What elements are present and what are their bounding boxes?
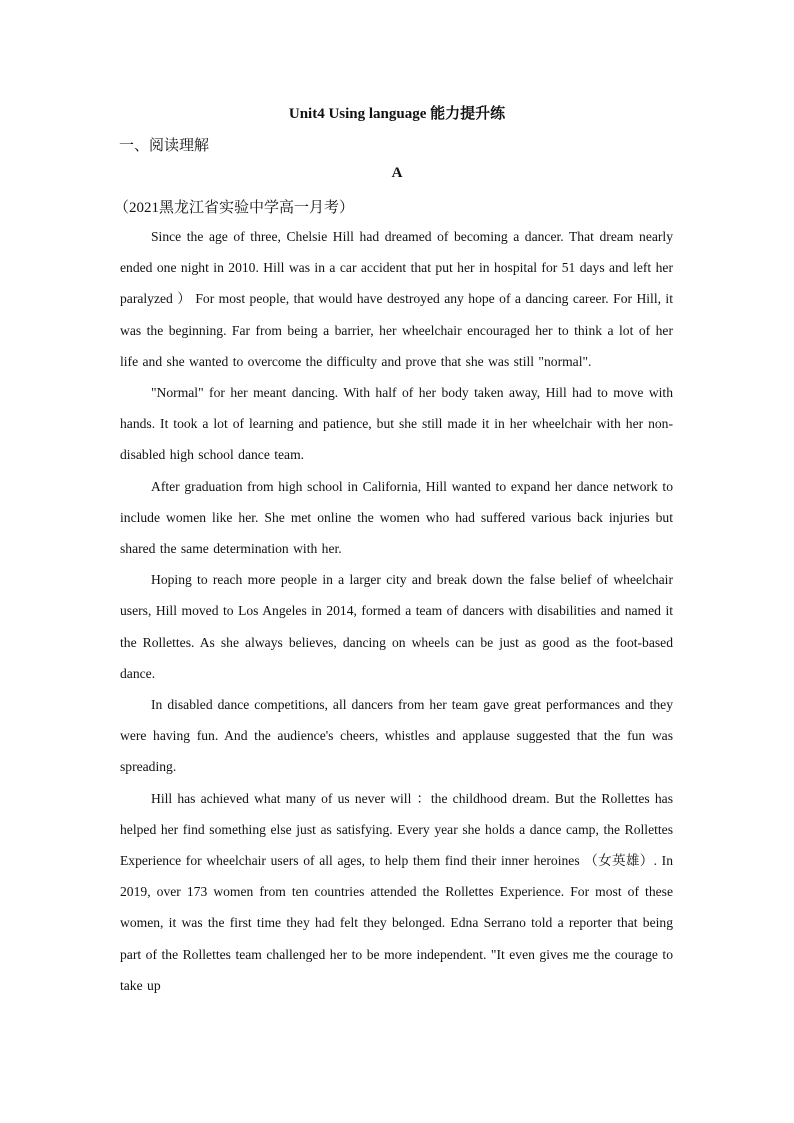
- paragraph: After graduation from high school in California, Hill wanted to expand her dance network to include women like her. She met online the women who had suffered various back injuries but shared the same determination with her.: [120, 478, 673, 557]
- paragraph: Hill has achieved what many of us never will ：the childhood dream. But the Rollettes has helped her find something else just as satisfying. Every year she holds a dance camp, the Rollettes Experience for wheelchair users of all ages, to help them find their inner heroines （女英雄）. In 2019, over 173 women from ten countries attended the Rollettes Experience. For most of these women, it was the first time they had felt they belonged. Edna Serrano told a reporter that being part of the Rollettes team challenged her to be more independent. "It even gives me the courage to take up: [120, 790, 673, 993]
- passage-body: [120, 221, 673, 1001]
- passage-label: A: [391, 165, 403, 181]
- paragraph: In disabled dance competitions, all dancers from her team gave great performances and they were having fun. And the audience's cheers, whistles and applause suggested that the fun was spreading.: [120, 697, 673, 775]
- paragraph: Since the age of three, Chelsie Hill had dreamed of becoming a dancer. That dream nearly ended one night in 2010. Hill was in a car accident that put her in hospital for 51 days and left her paralyzed ） For most people, that would have destroyed any hope of a dancing career. For Hill, it was the beginning. Far from being a barrier, her wheelchair encouraged her to think a lot of her life and she wanted to overcome the difficulty and prove that she was still "normal".: [120, 229, 673, 369]
- section-heading: 一、阅读理解: [119, 138, 210, 154]
- paragraph: "Normal" for her meant dancing. With half of her body taken away, Hill had to move with hands. It took a lot of learning and patience, but she still made it in her wheelchair with her non-disabled high school dance team.: [120, 385, 673, 463]
- document-title: Unit4 Using language 能力提升练: [288, 106, 506, 122]
- paragraph: Hoping to reach more people in a larger city and break down the false belief of wheelchair users, Hill moved to Los Angeles in 2014, formed a team of dancers with disabilities and named it the Rollettes. As she always believes, dancing on wheels can be just as good as the foot-based dance.: [120, 572, 673, 681]
- source-note: （2021黑龙江省实验中学高一月考）: [114, 200, 355, 216]
